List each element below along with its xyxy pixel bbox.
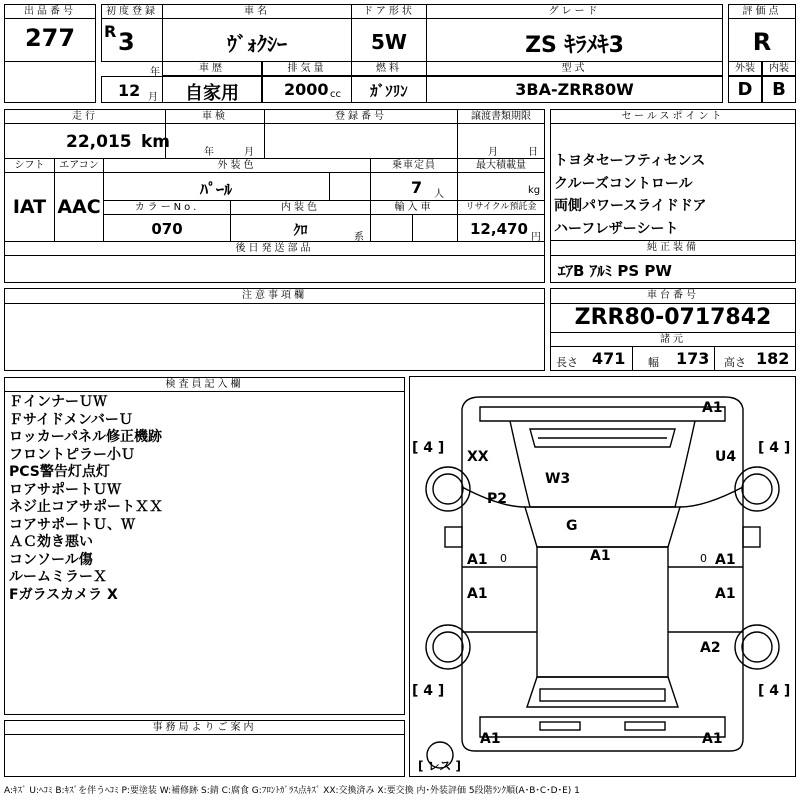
rear-plate (540, 689, 665, 701)
grade-label: グレード (426, 4, 723, 19)
wheel-front-left-inner (433, 474, 463, 504)
wheel-rear-left-inner (433, 632, 463, 662)
import-box (370, 214, 458, 242)
grade-value: ZS ｷﾗﾒｷ3 (525, 33, 624, 58)
specs-label: 諸元 (550, 332, 796, 347)
sales-points-label: セールスポイント (550, 109, 796, 124)
inspector-notes-list (9, 394, 163, 604)
recycle-deposit-label: リサイクル預託金 (457, 200, 545, 215)
era-letter: R (104, 22, 117, 41)
rear-bumper (480, 717, 725, 737)
length-label: 長さ (556, 356, 578, 369)
inspector-note: ＦインナーＵＷ (9, 394, 107, 410)
sales-point-item: 両側パワースライドドア (554, 198, 707, 214)
inspector-note: コンソール傷 (9, 551, 93, 568)
exterior-grade-value: D (737, 79, 753, 100)
later-parts-box (4, 255, 545, 283)
mark-windshield: G (566, 518, 578, 534)
plate-number-label: 登録番号 (264, 109, 458, 124)
month-unit: 月 (148, 92, 158, 103)
history-label: 車歴 (162, 61, 262, 76)
notes-label: 注意事項欄 (4, 288, 545, 304)
max-load-label: 最大積載量 (457, 158, 545, 173)
height-value: 182 (756, 349, 790, 368)
shift-value: IAT (12, 196, 47, 218)
exterior-color-value: ﾊﾟｰﾙ (199, 180, 232, 199)
exterior-color-label: 外装色 (103, 158, 371, 173)
aircon-value: AAC (57, 196, 101, 218)
inspector-note: ルームミラーＸ (9, 569, 107, 585)
standard-equipment-value: ｴｱB ｱﾙﾐ PS PW (558, 262, 672, 280)
mark-rear-left: A1 (480, 731, 501, 747)
sales-point-item: ハーフレザーシート (554, 220, 679, 237)
mark-front-left-fender: XX (467, 449, 489, 465)
first-registration-label: 初度登録 (101, 4, 163, 19)
tire-tread-front-right: [ 4 ] (758, 440, 791, 456)
office-notice-label: 事務局よりご案内 (4, 720, 405, 735)
transfer-day-unit: 日 (528, 147, 538, 158)
rear-light-right (625, 722, 665, 730)
color-number-label: カラーNo. (103, 200, 231, 215)
hood-outline (510, 421, 695, 507)
left-mirror (445, 527, 462, 547)
interior-grade-value: B (772, 79, 786, 100)
history-value: 自家用 (185, 83, 239, 104)
mark-left-front-door: A1 (467, 552, 488, 568)
interior-color-unit: 系 (354, 232, 364, 243)
model-code-value: 3BA-ZRR80W (515, 80, 634, 99)
mileage-unit: km (141, 132, 171, 152)
mark-left-pillar: P2 (487, 491, 508, 507)
transfer-month-unit: 月 (488, 147, 498, 158)
capacity-unit: 人 (434, 189, 444, 200)
door-type-label: ドア形状 (351, 4, 427, 19)
inspector-notes-label: 検査員記入欄 (4, 377, 405, 392)
width-label: 幅 (648, 356, 659, 369)
front-bumper (480, 407, 725, 421)
tire-tread-rear-left: [ 4 ] (412, 683, 445, 699)
import-label: 輸入車 (370, 200, 458, 215)
capacity-label: 乗車定員 (370, 158, 458, 173)
aircon-label: エアコン (54, 158, 104, 173)
notes-box (4, 303, 545, 371)
specs-divider-1 (632, 346, 633, 371)
lot-number-label: 出品番号 (4, 4, 96, 19)
inspection-month-unit: 月 (244, 147, 254, 158)
inspector-note: ＡＣ効き悪い (9, 534, 93, 550)
mark-left-front-door-small: 0 (500, 552, 507, 565)
mileage-value: 22,015 (66, 132, 132, 152)
chassis-number-value: ZRR80-0717842 (574, 305, 772, 330)
inspector-note: Fガラスカメラ X (9, 586, 118, 603)
mark-roof: A1 (590, 548, 611, 564)
car-name-value: ｳﾞｫｸｼｰ (227, 32, 287, 56)
model-code-label: 型式 (426, 61, 723, 76)
tire-tread-front-left: [ 4 ] (412, 440, 445, 456)
color-number-value: 070 (151, 220, 183, 238)
width-value: 173 (676, 349, 710, 368)
inspection-label: 車検 (165, 109, 265, 124)
inspector-note: ロアサポートＵＷ (9, 481, 121, 498)
displacement-value: 2000 (284, 80, 329, 99)
inspector-note: PCS警告灯点灯 (9, 464, 110, 480)
plate-number-box (264, 123, 458, 159)
shift-label: シフト (4, 158, 55, 173)
specs-divider-2 (714, 346, 715, 371)
mark-hood: W3 (545, 471, 571, 487)
displacement-unit: cc (330, 89, 341, 100)
right-pillar-line (680, 487, 743, 507)
office-notice-box (4, 734, 405, 777)
import-divider (412, 214, 413, 242)
inspection-year-unit: 年 (204, 147, 214, 158)
interior-grade-label: 内装 (762, 61, 796, 76)
fuel-value: ｶﾞｿﾘﾝ (370, 82, 408, 100)
rear-light-left (540, 722, 580, 730)
score-value: R (752, 28, 772, 56)
damage-legend: A:ｷｽﾞ U:ﾍｺﾐ B:ｷｽﾞを伴うﾍｺﾐ P:要塗装 W:補修跡 S:錆 C:腐食 G:ﾌﾛﾝﾄｶﾞﾗｽ点ｷｽﾞ XX:交換済み X:要交換 内･外装評価 5段階ﾗﾝｸ順(A･B･C･D･E) 1 (4, 786, 580, 796)
recycle-deposit-unit: 円 (531, 232, 541, 243)
wheel-front-right-inner (742, 474, 772, 504)
mark-right-quarter: A2 (700, 640, 721, 656)
lot-number-value: 277 (24, 24, 76, 52)
inspector-note: ＦサイドメンバーＵ (9, 411, 133, 428)
inspector-note: コアサポートＵ、Ｗ (9, 516, 135, 533)
mark-rear-right: A1 (702, 731, 723, 747)
max-load-unit: kg (528, 185, 541, 196)
inspector-note: フロントピラー小Ｕ (9, 446, 135, 463)
car-diagram (410, 377, 795, 776)
rear-window (527, 677, 678, 707)
length-value: 471 (592, 349, 626, 368)
displacement-label: 排気量 (262, 61, 352, 76)
mark-right-rear-door: A1 (715, 586, 736, 602)
registration-month: 12 (118, 81, 141, 100)
roof-outline (537, 547, 668, 677)
mark-right-front-door: A1 (715, 552, 736, 568)
interior-color-label: 内装色 (230, 200, 371, 215)
spare-tire-label: [ レス ] (418, 759, 461, 773)
car-name-label: 車名 (162, 4, 352, 19)
car-body-outline (462, 397, 743, 751)
door-type-value: 5W (371, 30, 407, 54)
sales-point-item: クルーズコントロール (554, 175, 693, 192)
wheel-rear-right-inner (742, 632, 772, 662)
score-label: 評価点 (728, 4, 796, 19)
registration-year: 3 (118, 28, 135, 56)
lot-blank-box (4, 61, 96, 103)
exterior-grade-label: 外装 (728, 61, 762, 76)
capacity-value: 7 (411, 178, 423, 197)
sales-point-item: トヨタセーフティセンス (554, 153, 706, 169)
recycle-deposit-value: 12,470 (470, 220, 528, 238)
chassis-number-label: 車台番号 (550, 288, 796, 304)
tire-tread-rear-right: [ 4 ] (758, 683, 791, 699)
later-parts-label: 後日発送部品 (4, 241, 545, 256)
interior-color-value: ｸﾛ (293, 223, 308, 239)
mark-right-front-door-small: 0 (700, 552, 707, 565)
right-mirror (743, 527, 760, 547)
mileage-label: 走行 (4, 109, 166, 124)
exterior-color-divider (329, 172, 330, 201)
windshield-outline (525, 507, 680, 547)
height-label: 高さ (724, 356, 746, 369)
year-unit: 年 (150, 67, 160, 78)
inspector-note: ネジ止コアサポートＸＸ (9, 499, 163, 515)
standard-equipment-label: 純正装備 (550, 240, 796, 256)
inspector-note: ロッカーパネル修正機跡 (9, 429, 163, 445)
mark-front-right: A1 (702, 400, 723, 416)
mark-front-right-fender: U4 (715, 449, 737, 465)
sales-points-list (554, 150, 706, 240)
fuel-label: 燃料 (351, 61, 427, 76)
transfer-deadline-label: 譲渡書類期限 (457, 109, 545, 124)
mark-left-rear-door: A1 (467, 586, 488, 602)
